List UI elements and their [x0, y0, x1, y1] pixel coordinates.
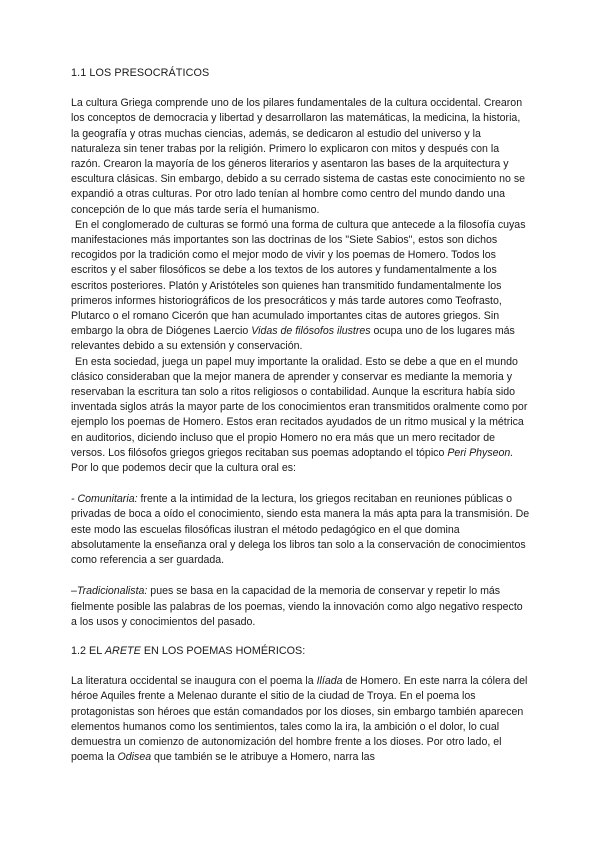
text-run: La literatura occidental se inaugura con el poema la [71, 675, 317, 688]
text-run: frente a la intimidad de la lectura, los griegos recitaban en reuniones públicas o privadas de boca a oído el conocimiento, siendo esta manera la más apta para la transmisión. De este modo las escuelas filosóficas ilustran el método pedagógico en el que domina absolutamente la enseñanza oral y delega los libros tan solo a la conservación de conocimientos como referencia a ser guardada. [71, 493, 530, 567]
paragraph-cultura-griega: La cultura Griega comprende uno de los pilares fundamentales de la cultura occidental. Crearon los conceptos de democracia y libertad y desarrollaron las matemáticas, la medicina, la historia, la geografía y otras muchas ciencias, además, se dedicaron al estudio del universo y la naturaleza sin tener trabas por la religión. Primero lo explicaron con mitos y después con la razón. Crearon la mayoría de los géneros literarios y asentaron las bases de la arquitectura y escultura clásicas. Sin embargo, debido a su cerrado sistema de castas este conocimiento no se expandió a otras culturas. Por otro lado tenían al hombre como centro del mundo dando una concepción de lo que más tarde sería el humanismo. [71, 97, 526, 216]
text-run: pues se basa en la capacidad de la memoria de conservar y repetir lo más fielmente posible las palabras de los poemas, viendo la innovación como algo negativo respecto a los usos y conocimientos del pasado. [71, 585, 523, 628]
term-arete: ARETE [104, 644, 141, 657]
paragraph-literatura-occidental [71, 674, 531, 765]
text-run: 1.2 EL [71, 644, 105, 657]
paragraph-tradicionalista [71, 584, 531, 630]
topic-peri-physeon: Peri Physeon. [447, 446, 514, 459]
section-heading-arete [71, 644, 531, 659]
book-title-odisea: Odisea [117, 751, 152, 764]
book-title-vidas: Vidas de filósofos ilustres [251, 325, 371, 338]
text-run: Por lo que podemos decir que la cultura oral es: [71, 462, 296, 475]
document-page [71, 66, 531, 765]
text-run: ocupa uno de los lugares más relevantes debido a su extensión y conservación. [71, 325, 515, 353]
term-comunitaria: - Comunitaria: [71, 493, 138, 506]
paragraph-conglomerado [71, 218, 531, 355]
text-run: de Homero. En este narra la cólera del héroe Aquiles frente a Melenao durante el sitio de la ciudad de Troya. En el poema los protagonistas son héroes que están comandados por los dioses, sin embargo también aparecen elementos humanos como los sentimientos, tales como la ira, la ambición o el dolor, lo cual demuestra un comienzo de autonomización del hombre frente a los dioses. Por otro lado, el poema la [71, 675, 528, 764]
book-title-iliada: Ilíada [316, 675, 343, 688]
paragraph-oralidad [71, 355, 531, 477]
paragraph-comunitaria [71, 492, 531, 568]
section-heading-presocraticos: 1.1 LOS PRESOCRÁTICOS [71, 67, 210, 79]
term-tradicionalista: –Tradicionalista: [71, 585, 148, 598]
text-run: que también se le atribuye a Homero, narra las [151, 751, 375, 764]
text-run: EN LOS POEMAS HOMÉRICOS: [140, 644, 306, 657]
text-run: En esta sociedad, juega un papel muy importante la oralidad. Esto se debe a que en el mundo clásico consideraban que la mejor manera de aprender y conservar es mediante la memoria y reservaban la escritura tan solo a ritos religiosos o contabilidad. Aunque la escritura había sido inventada siglos atrás la mayor parte de los conocimientos eran transmitidos oralmente como por ejemplo los poemas de Homero. Estos eran recitados ayudados de un ritmo musical y la métrica en auditorios, diciendo incluso que el propio Homero no era más que un mero recitador de versos. Los filósofos griegos griegos recitaban sus poemas adoptando el tópico [71, 355, 528, 459]
text-run: En el conglomerado de culturas se formó una forma de cultura que antecede a la filosofía cuyas manifestaciones más importantes son las doctrinas de los "Siete Sabios", estos son dichos recogidos por la tradición como el mejor modo de vivir y los poemas de Homero. Todos los escritos y el saber filosóficos se debe a los textos de los autores y fundamentalmente a los escritos posteriores. Platón y Aristóteles son quienes han transmitido fundamentalmente los primeros informes historiográficos de los presocráticos y más tarde autores como Teofrasto, Plutarco o el romano Cicerón que han acumulado importantes citas de autores griegos. Sin embargo la obra de Diógenes Laercio [71, 218, 526, 338]
